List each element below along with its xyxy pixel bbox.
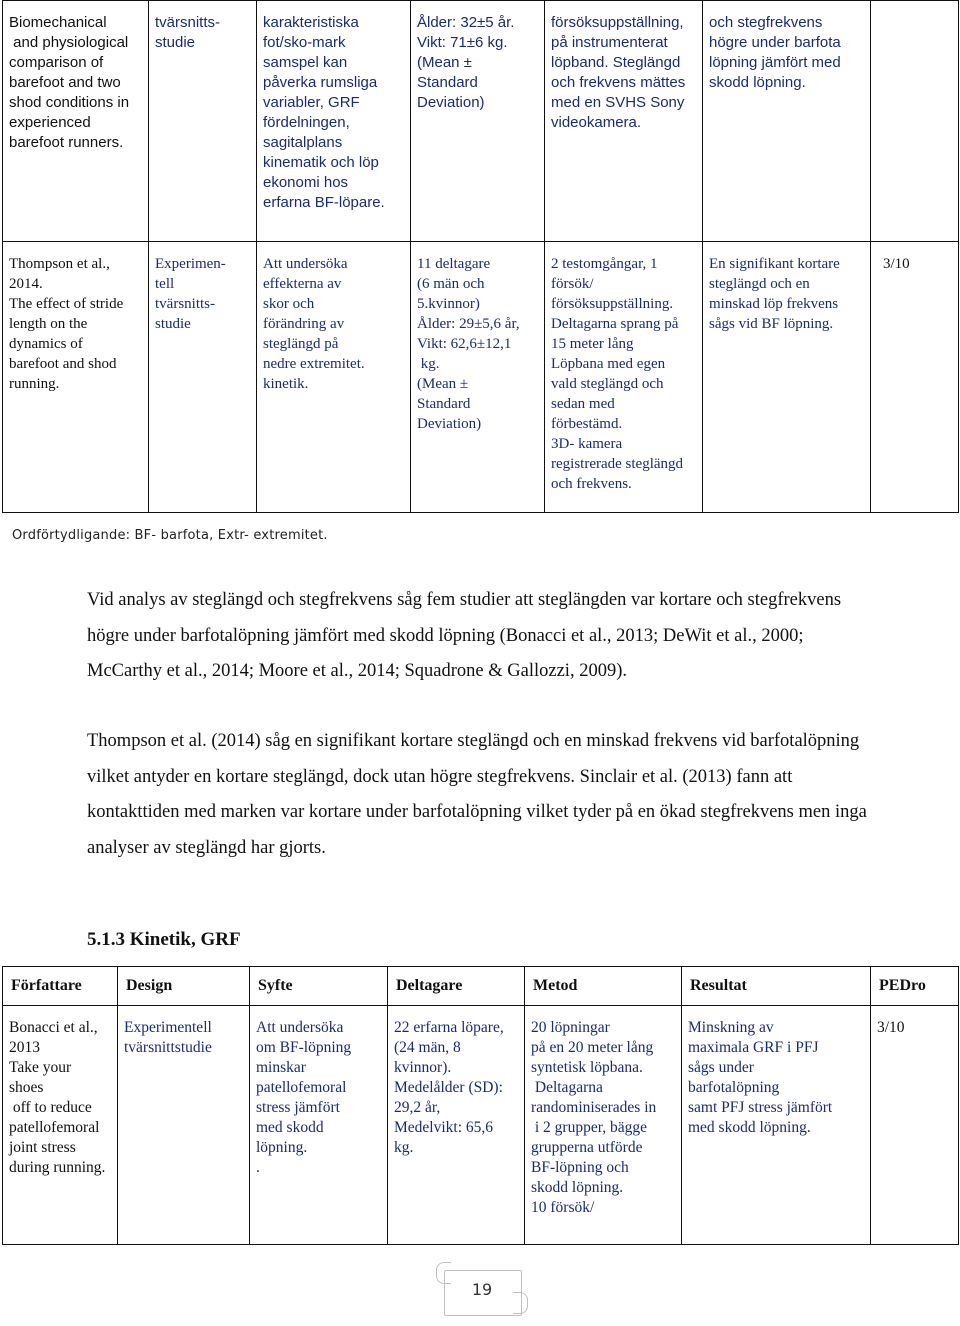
column-header: Metod xyxy=(525,967,682,1006)
paragraph: Vid analys av steglängd och stegfrekvens såg fem studier att steglängden var kortare och stegfrekvens högre under barfotalöpning jämfört med skodd löpning (Bonacci et al., 2013; DeWit et al., 2000; McCarthy et al., 2014; Moore et al., 2014; Squadrone & Gallozzi, 2009). xyxy=(87,590,842,681)
cell-line: förbestämd. xyxy=(551,416,623,432)
cell-line: skodd löpning. xyxy=(709,74,806,91)
cell-line: (Mean ± xyxy=(417,376,469,392)
purpose-cell xyxy=(250,1006,388,1245)
cell-line: dynamics of xyxy=(9,336,83,352)
cell-line: minskar xyxy=(256,1059,306,1076)
design-cell xyxy=(149,1,257,242)
cell-line: Bonacci et al., xyxy=(9,1019,98,1036)
cell-line: 3D- kamera xyxy=(551,436,623,452)
cell-line: 5.kvinnor) xyxy=(417,296,480,312)
cell-line: samt PFJ stress jämfört xyxy=(688,1099,833,1116)
cell-line: stress jämfört xyxy=(256,1099,340,1116)
cell-line: Löpbana med egen xyxy=(551,356,666,372)
cell-line: BF-löpning och xyxy=(531,1159,629,1176)
cell-line: Deltagarna xyxy=(531,1079,603,1096)
column-header: Resultat xyxy=(682,967,871,1006)
cell-line: Standard xyxy=(417,74,478,91)
cell-line: (Mean ± xyxy=(417,54,472,71)
cell-line: Experimentell xyxy=(124,1019,212,1036)
cell-line: karakteristiska xyxy=(263,14,359,31)
cell-line: på instrumenterat xyxy=(551,34,668,51)
cell-line: syntetisk löpbana. xyxy=(531,1059,643,1076)
cell-line: Vikt: 62,6±12,1 xyxy=(417,336,512,352)
cell-line: randominiserades in xyxy=(531,1099,657,1116)
column-header: PEDro xyxy=(871,967,959,1006)
cell-line: 22 erfarna löpare, xyxy=(394,1019,504,1036)
cell-line: löpning jämfört med xyxy=(709,54,841,71)
author-cell xyxy=(3,242,149,513)
cell-line: Thompson et al., xyxy=(9,256,110,272)
cell-line: variabler, GRF xyxy=(263,94,360,111)
cell-line: samspel kan xyxy=(263,54,348,71)
pedro-cell: 3/10 xyxy=(871,242,959,513)
column-header: Deltagare xyxy=(388,967,525,1006)
cell-line: running. xyxy=(9,376,60,392)
cell-line: barefoot runners. xyxy=(9,134,124,151)
cell-line: Att undersöka xyxy=(263,256,348,272)
author-cell xyxy=(3,1,149,242)
cell-line: patellofemoral xyxy=(9,1119,100,1136)
abbreviation-note: Ordförtydligande: BF- barfota, Extr- extremitet. xyxy=(12,528,328,543)
author-cell xyxy=(3,1006,118,1245)
cell-line: Ålder: 29±5,6 år, xyxy=(417,316,520,332)
cell-line: Biomechanical xyxy=(9,14,107,31)
cell-line: steglängd och en xyxy=(709,276,810,292)
studies-table-continued xyxy=(2,0,959,513)
column-header: Design xyxy=(118,967,250,1006)
cell-line: med skodd xyxy=(256,1119,324,1136)
cell-line: studie xyxy=(155,316,191,332)
participants-cell xyxy=(388,1006,525,1245)
column-header: Syfte xyxy=(250,967,388,1006)
cell-line: steglängd på xyxy=(263,336,339,352)
cell-line: påverka rumsliga xyxy=(263,74,378,91)
cell-line: tvärsnittstudie xyxy=(124,1039,212,1056)
cell-line: sågs vid BF löpning. xyxy=(709,316,834,332)
column-header: Författare xyxy=(3,967,118,1006)
cell-line: kinetik. xyxy=(263,376,309,392)
cell-line: Medelvikt: 65,6 xyxy=(394,1119,494,1136)
cell-line: erfarna BF-löpare. xyxy=(263,194,385,211)
cell-line: registrerade steglängd xyxy=(551,456,684,472)
cell-line: Minskning av xyxy=(688,1019,774,1036)
cell-line: Att undersöka xyxy=(256,1019,344,1036)
cell-line: sedan med xyxy=(551,396,615,412)
purpose-cell xyxy=(257,1,411,242)
cell-line: shoes xyxy=(9,1079,44,1096)
pedro-cell: 3/10 xyxy=(871,1006,959,1245)
cell-line: på en 20 meter lång xyxy=(531,1039,654,1056)
method-cell xyxy=(545,242,703,513)
page-number-badge xyxy=(436,1262,528,1318)
cell-line: 29,2 år, xyxy=(394,1099,441,1116)
cell-line: kg. xyxy=(394,1139,414,1156)
method-cell xyxy=(545,1,703,242)
cell-line: 2014. xyxy=(9,276,43,292)
cell-line: grupperna utförde xyxy=(531,1139,643,1156)
cell-line: skor och xyxy=(263,296,315,312)
cell-line: löpband. Steglängd xyxy=(551,54,681,71)
cell-line: ekonomi hos xyxy=(263,174,349,191)
cell-line: med en SVHS Sony xyxy=(551,94,685,111)
cell-line: during running. xyxy=(9,1159,106,1176)
cell-line: Vikt: 71±6 kg. xyxy=(417,34,508,51)
cell-line: barefoot and two xyxy=(9,74,121,91)
page-number: 19 xyxy=(471,1280,493,1299)
cell-line: tvärsnitts- xyxy=(155,14,221,31)
cell-line: patellofemoral xyxy=(256,1079,347,1096)
pedro-cell xyxy=(871,1,959,242)
method-cell xyxy=(525,1006,682,1245)
purpose-cell xyxy=(257,242,411,513)
cell-line: försöksuppställning, xyxy=(551,14,684,31)
cell-line: joint stress xyxy=(9,1139,76,1156)
cell-line: experienced xyxy=(9,114,91,131)
table-row xyxy=(3,1006,959,1245)
cell-line: fot/sko-mark xyxy=(263,34,346,51)
design-cell xyxy=(118,1006,250,1245)
cell-line: videokamera. xyxy=(551,114,642,131)
cell-line: The effect of stride xyxy=(9,296,124,312)
cell-line: i 2 grupper, bägge xyxy=(531,1119,648,1136)
cell-line: En signifikant kortare xyxy=(709,256,840,272)
table-row xyxy=(3,1,959,242)
cell-line: Medelålder (SD): xyxy=(394,1079,503,1096)
cell-line: Standard xyxy=(417,396,471,412)
cell-line: 10 försök/ xyxy=(531,1199,595,1216)
cell-line: fördelningen, xyxy=(263,114,350,131)
cell-line: nedre extremitet. xyxy=(263,356,365,372)
cell-line: 15 meter lång xyxy=(551,336,634,352)
cell-line: off to reduce xyxy=(9,1099,92,1116)
cell-line: minskad löp frekvens xyxy=(709,296,839,312)
cell-line: (6 män och xyxy=(417,276,485,292)
participants-cell xyxy=(411,1,545,242)
cell-line: försök/ xyxy=(551,276,594,292)
cell-line: högre under barfota xyxy=(709,34,841,51)
cell-line: length on the xyxy=(9,316,88,332)
cell-line: Experimen- xyxy=(155,256,226,272)
cell-line: maximala GRF i PFJ xyxy=(688,1039,819,1056)
cell-line: om BF-löpning xyxy=(256,1039,352,1056)
cell-line: Take your xyxy=(9,1059,72,1076)
cell-line: med skodd löpning. xyxy=(688,1119,811,1136)
cell-line: effekterna av xyxy=(263,276,342,292)
cell-line: barfotalöpning xyxy=(688,1079,780,1096)
cell-line: comparison of xyxy=(9,54,104,71)
cell-line: shod conditions in xyxy=(9,94,130,111)
cell-line: . xyxy=(256,1159,260,1176)
cell-line: och stegfrekvens xyxy=(709,14,823,31)
cell-line: sågs under xyxy=(688,1059,754,1076)
kinetics-table xyxy=(2,966,959,1245)
result-cell xyxy=(703,242,871,513)
cell-line: Deviation) xyxy=(417,94,485,111)
cell-line: och frekvens. xyxy=(551,476,632,492)
cell-line: kinematik och löp xyxy=(263,154,379,171)
cell-line: barefoot and shod xyxy=(9,356,117,372)
cell-line: skodd löpning. xyxy=(531,1179,624,1196)
cell-line: kvinnor). xyxy=(394,1059,452,1076)
result-cell xyxy=(703,1,871,242)
cell-line: and physiological xyxy=(9,34,129,51)
section-heading: 5.1.3 Kinetik, GRF xyxy=(87,929,241,950)
table-row xyxy=(3,242,959,513)
cell-line: löpning. xyxy=(256,1139,308,1156)
cell-line: vald steglängd och xyxy=(551,376,664,392)
cell-line: tell xyxy=(155,276,175,292)
cell-line: 2 testomgångar, 1 xyxy=(551,256,658,272)
cell-line: kg. xyxy=(417,356,440,372)
table-header-row xyxy=(3,967,959,1006)
cell-line: 11 deltagare xyxy=(417,256,491,272)
paragraph: Thompson et al. (2014) såg en signifikant kortare steglängd och en minskad frekvens vid barfotalöpning vilket antyder en kortare steglängd, dock utan högre stegfrekvens. Sinclair et al. (2013) fann att kontakttiden med marken var kortare under barfotalöpning vilket tyder på en ökad stegfrekvens men inga analyser av steglängd har gjorts. xyxy=(87,731,867,858)
cell-line: sagitalplans xyxy=(263,134,343,151)
design-cell xyxy=(149,242,257,513)
cell-line: tvärsnitts- xyxy=(155,296,215,312)
cell-line: (24 män, 8 xyxy=(394,1039,461,1056)
cell-line: Ålder: 32±5 år. xyxy=(417,14,515,31)
cell-line: förändring av xyxy=(263,316,345,332)
cell-line: försöksuppställning. xyxy=(551,296,674,312)
participants-cell xyxy=(411,242,545,513)
result-cell xyxy=(682,1006,871,1245)
cell-line: och frekvens mättes xyxy=(551,74,686,91)
cell-line: 2013 xyxy=(9,1039,40,1056)
cell-line: studie xyxy=(155,34,196,51)
cell-line: Deviation) xyxy=(417,416,482,432)
cell-line: Deltagarna sprang på xyxy=(551,316,679,332)
cell-line: 20 löpningar xyxy=(531,1019,610,1036)
